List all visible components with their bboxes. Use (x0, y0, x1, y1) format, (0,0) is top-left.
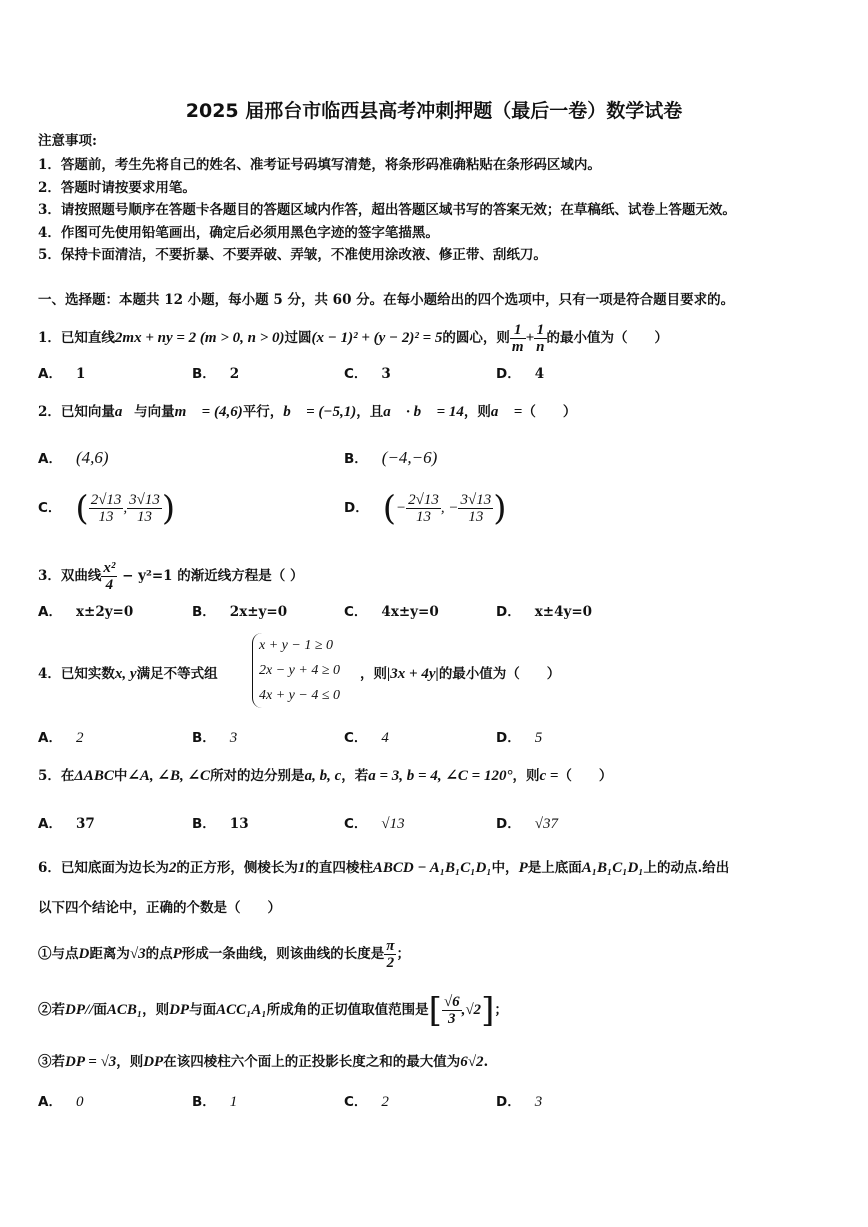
section-heading: 一、选择题：本题共 12 小题，每小题 5 分，共 60 分。在每小题给出的四个选项中，只有一项是符合题目要求的。 (38, 292, 735, 308)
option-b[interactable]: B． 2x±y=0 (192, 604, 288, 620)
question-1-stem: 1．已知直线2mx + ny = 2 (m > 0, n > 0)过圆(x − 1)² + (y − 2)² = 5的圆心，则 $\frac{1}{m}$ + $\frac{1}{n}$ 的最小值为（ ） (38, 322, 668, 355)
option-a[interactable]: A． 1 (38, 366, 86, 382)
question-4-stem-b: ，则|3x + 4y|的最小值为（ ） (360, 666, 561, 682)
option-a[interactable]: A． x±2y=0 (38, 604, 134, 620)
option-b[interactable]: B． 2 (192, 366, 240, 382)
question-3-stem: 3．双曲线 $\frac{\text{x²}}{4}$ − y²=1 的渐近线方程是（ ） (38, 560, 304, 593)
note-item: 5．保持卡面清洁，不要折暴、不要弄破、弄皱，不准使用涂改液、修正带、刮纸刀。 (38, 247, 547, 263)
option-a[interactable]: A． 37 (38, 816, 95, 832)
note-item: 1．答题前，考生先将自己的姓名、准考证号码填写清楚，将条形码准确粘贴在条形码区域内。 (38, 157, 601, 173)
option-a[interactable]: A． (4,6) (38, 448, 109, 467)
note-item: 3．请按照题号顺序在答题卡各题目的答题区域内作答，超出答题区域书写的答案无效；在草稿纸、试卷上答题无效。 (38, 202, 736, 218)
option-b[interactable]: B． (−4,−6) (344, 448, 438, 467)
option-c[interactable]: C． √13 (344, 816, 405, 832)
option-d[interactable]: D． 4 (496, 366, 545, 382)
option-c[interactable]: C． 4 (344, 730, 389, 746)
option-c[interactable]: C． 2 (344, 1094, 389, 1110)
option-c[interactable]: C． 3 (344, 366, 391, 382)
option-d[interactable]: D． 5 (496, 730, 543, 746)
question-6-stem-cont: 以下四个结论中，正确的个数是（ ） (38, 900, 281, 916)
option-d[interactable]: D． 3 (496, 1094, 543, 1110)
option-c[interactable]: C． 4x±y=0 (344, 604, 439, 620)
inequality-system: x + y − 1 ≥ 0 2x − y + 4 ≥ 0 4x + y − 4 ≤ 0 (252, 633, 340, 708)
note-item: 2．答题时请按要求用笔。 (38, 180, 196, 196)
notes-heading: 注意事项: (38, 133, 97, 149)
option-a[interactable]: A． 2 (38, 730, 84, 746)
option-b[interactable]: B． 1 (192, 1094, 238, 1110)
conclusion-3: ③若DP = √3，则DP在该四棱柱六个面上的正投影长度之和的最大值为6√2. (38, 1054, 489, 1070)
option-b[interactable]: B． 3 (192, 730, 238, 746)
option-c[interactable]: C． ( $\frac{2√13}{13}$ , $\frac{3√13}{13}$ ) (38, 488, 176, 529)
question-6-stem: 6．已知底面为边长为2的正方形，侧棱长为1的直四棱柱ABCD − A₁B₁C₁D₁中，P是上底面A₁B₁C₁D₁上的动点.给出 (38, 860, 730, 876)
exam-title: 2025 届邢台市临西县高考冲刺押题（最后一卷）数学试卷 (185, 100, 683, 122)
note-item: 4．作图可先使用铅笔画出，确定后必须用黑色字迹的签字笔描黑。 (38, 225, 439, 241)
conclusion-1: ①与点D距离为√3的点P形成一条曲线，则该曲线的长度是 $\frac{\pi}{2}$ ； (38, 938, 410, 971)
option-b[interactable]: B． 13 (192, 816, 249, 832)
option-d[interactable]: D． √37 (496, 816, 558, 832)
question-4-stem-a: 4．已知实数x, y满足不等式组 (38, 666, 218, 682)
option-d[interactable]: D． (− $\frac{2√13}{13}$ , − $\frac{3√13}{13}$ ) (344, 488, 507, 529)
question-5-stem: 5．在ΔABC中∠A, ∠B, ∠C所对的边分别是a, b, c，若a = 3, b = 4, ∠C = 120°，则c =（ ） (38, 768, 613, 784)
option-a[interactable]: A． 0 (38, 1094, 84, 1110)
option-d[interactable]: D． x±4y=0 (496, 604, 593, 620)
question-2-stem: 2．已知向量a⃗与向量m⃗ = (4,6)平行，b⃗ = (−5,1)，且a⃗ · b⃗ = 14，则a⃗ =（ ） (38, 404, 577, 420)
conclusion-2: ②若DP//面ACB₁，则DP与面ACC₁A₁所成角的正切值取值范围是[ $\frac{√6}{3}$ ,√2]； (38, 990, 508, 1031)
